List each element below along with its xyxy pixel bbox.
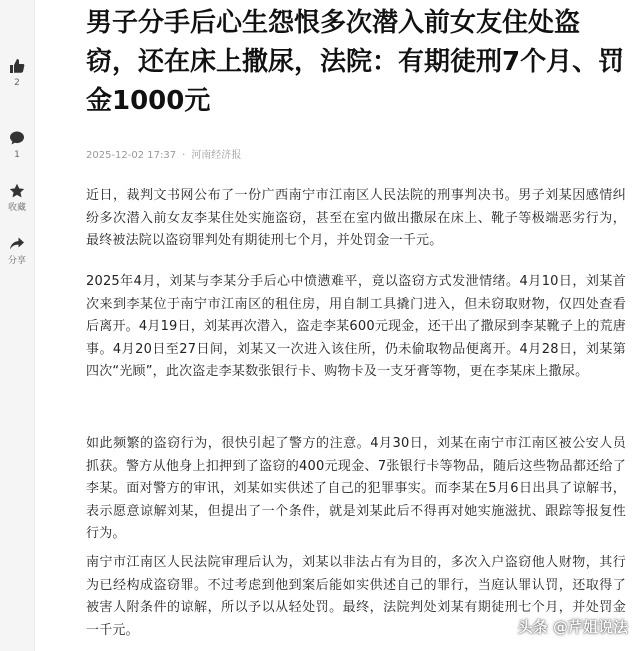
article-title: 男子分手后心生怨恨多次潜入前女友住处盗窃，还在床上撒尿，法院：有期徒刑7个月、罚金1000元 (86, 8, 625, 116)
article-source[interactable]: 河南经济报 (191, 150, 242, 161)
article-meta (86, 146, 247, 161)
like-count: 2 (14, 78, 20, 88)
sidebar (0, 0, 35, 651)
share-icon (9, 236, 25, 252)
watermark: 头条 @芹姐说法 (517, 618, 628, 636)
star-icon (9, 183, 25, 199)
comment-count: 1 (14, 150, 20, 160)
thumbs-up-icon (9, 58, 25, 74)
like-button[interactable] (0, 58, 34, 88)
paragraph-3: 如此频繁的盗窃行为，很快引起了警方的注意。4月30日，刘某在南宁市江南区被公安人员抓获。警方从他身上扣押到了盗窃的400元现金、7张银行卡等物品，随后这些物品都还给了李某。面对警方的审讯，刘某如实供述了自己的犯罪事实。而李某在5月6日出具了谅解书，表示愿意谅解刘某，但提出了一个条件，就是刘某此后不得再对她实施滋扰、跟踪等报复性行为。 (86, 436, 626, 542)
share-button[interactable] (0, 236, 34, 266)
comment-button[interactable] (0, 130, 34, 160)
meta-separator: · (182, 150, 186, 161)
favorite-button[interactable] (0, 183, 34, 213)
comment-icon (9, 130, 25, 146)
publish-date: 2025-12-02 17:37 (86, 150, 177, 161)
share-label: 分享 (7, 256, 26, 266)
favorite-label: 收藏 (7, 203, 26, 213)
paragraph-4: 南宁市江南区人民法院审理后认为，刘某以非法占有为目的，多次入户盗窃他人财物，其行为已经构成盗窃罪。不过考虑到他到案后能如实供述自己的罪行，当庭认罪认罚，还取得了被害人附条件的谅解，所以予以从轻处罚。最终，法院判处刘某有期徒刑七个月，并处罚金一千元。 (86, 555, 626, 638)
paragraph-1: 近日，裁判文书网公布了一份广西南宁市江南区人民法院的刑事判决书。男子刘某因感情纠纷多次潜入前女友李某住处实施盗窃，甚至在室内做出撒尿在床上、靴子等极端恶劣行为，最终被法院以盗窃罪判处有期徒刑七个月，并处罚金一千元。 (86, 188, 626, 249)
paragraph-2: 2025年4月，刘某与李某分手后心中愤懑难平，竟以盗窃方式发泄情绪。4月10日，刘某首次来到李某位于南宁市江南区的租住房，用自制工具撬门进入，但未窃取财物，仅四处查看后离开。4月19日，刘某再次潜入，盗走李某600元现金，还干出了撒尿到李某靴子上的荒唐事。4月20日至27日间，刘某又一次进入该住所，仍未偷取物品便离开。4月28日，刘某第四次“光顾”，此次盗走李某数张银行卡、购物卡及一支牙膏等物，更在李某床上撒尿。 (86, 274, 626, 380)
